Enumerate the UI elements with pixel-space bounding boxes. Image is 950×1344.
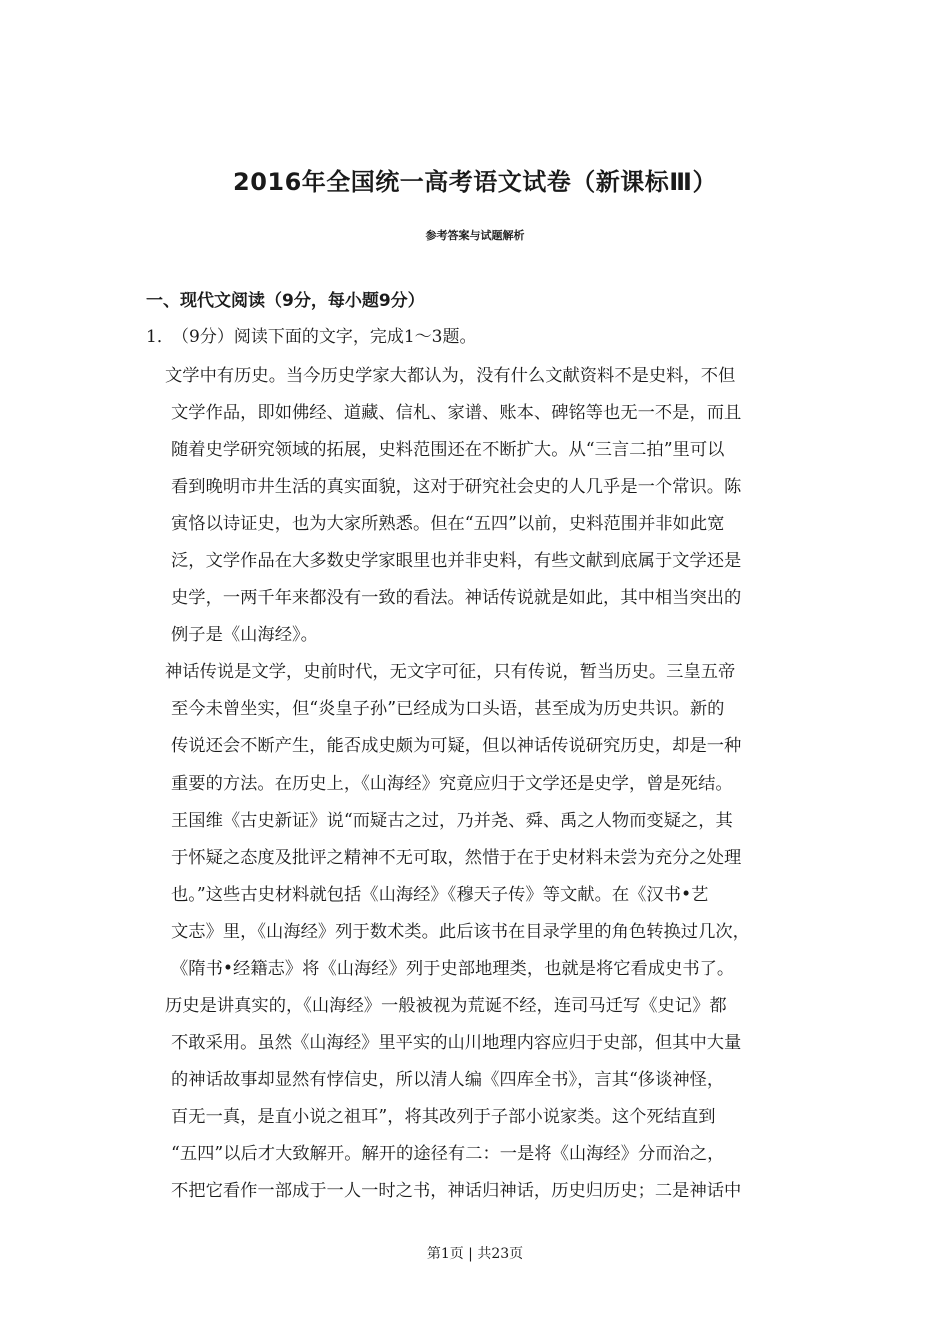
passage-line: 不敢采用。虽然《山海经》里平实的山川地理内容应归于史部，但其中大量 <box>171 1032 742 1053</box>
question-text: （9分）阅读下面的文字，完成1～3题。 <box>172 327 477 347</box>
question-prompt <box>146 324 476 350</box>
passage-line: 文志》里，《山海经》列于数术类。此后该书在目录学里的角色转换过几次， <box>171 921 750 942</box>
passage-line: 看到晚明市井生活的真实面貌，这对于研究社会史的人几乎是一个常识。陈 <box>171 477 742 498</box>
passage-line: 王国维《古史新证》说“而疑古之过，乃并尧、舜、禹之人物而变疑之，其 <box>171 810 733 831</box>
passage-line: 历史是讲真实的，《山海经》一般被视为荒诞不经，连司马迁写《史记》都 <box>165 995 727 1016</box>
passage-line: “五四”以后才大致解开。解开的途径有二：一是将《山海经》分而治之， <box>171 1143 725 1164</box>
passage-line: 神话传说是文学，史前时代，无文字可征，只有传说，暂当历史。三皇五帝 <box>165 662 736 683</box>
passage-line: 的神话故事却显然有悖信史，所以清人编《四库全书》，言其“侈谈神怪， <box>171 1069 725 1090</box>
question-number: 1． <box>146 327 174 347</box>
passage-line: 史学，一两千年来都没有一致的看法。神话传说就是如此，其中相当突出的 <box>171 588 742 609</box>
passage-line: 重要的方法。在历史上，《山海经》究竟应归于文学还是史学，曾是死结。 <box>171 773 733 794</box>
passage-line: 文学作品，即如佛经、道藏、信札、家谱、账本、碑铭等也无一不是，而且 <box>171 403 742 424</box>
section-heading: 一、现代文阅读（9分，每小题9分） <box>146 291 425 311</box>
passage-line: 泛，文学作品在大多数史学家眼里也并非史料，有些文献到底属于文学还是 <box>171 551 742 572</box>
exam-subtitle: 参考答案与试题解析 <box>425 229 525 242</box>
passage-line: 至今未曾坐实，但“炎皇子孙”已经成为口头语，甚至成为历史共识。新的 <box>171 699 725 720</box>
passage-line: 寅恪以诗证史，也为大家所熟悉。但在“五四”以前，史料范围并非如此宽 <box>171 514 725 535</box>
passage-line: 不把它看作一部成于一人一时之书，神话归神话，历史归历史；二是神话中 <box>171 1181 742 1202</box>
passage-line: 传说还会不断产生，能否成史颇为可疑，但以神话传说研究历史，却是一种 <box>171 736 742 757</box>
page-footer: 第1页 | 共23页 <box>426 1246 524 1262</box>
passage-line: 也。”这些古史材料就包括《山海经》《穆天子传》等文献。在《汉书•艺 <box>171 884 709 905</box>
reading-passage <box>165 358 830 1210</box>
passage-line: 随着史学研究领域的拓展，史料范围还在不断扩大。从“三言二拍”里可以 <box>171 440 725 461</box>
passage-line: 《隋书•经籍志》将《山海经》列于史部地理类，也就是将它看成史书了。 <box>171 958 735 979</box>
passage-line: 例子是《山海经》。 <box>171 625 318 646</box>
passage-line: 于怀疑之态度及批评之精神不无可取，然惜于在于史材料未尝为充分之处理 <box>171 847 742 868</box>
passage-line: 百无一真，是直小说之祖耳”，将其改列于子部小说家类。这个死结直到 <box>171 1106 716 1127</box>
exam-title: 2016年全国统一高考语文试卷（新课标Ⅲ） <box>233 168 717 196</box>
passage-line: 文学中有历史。当今历史学家大都认为，没有什么文献资料不是史料，不但 <box>165 366 736 386</box>
